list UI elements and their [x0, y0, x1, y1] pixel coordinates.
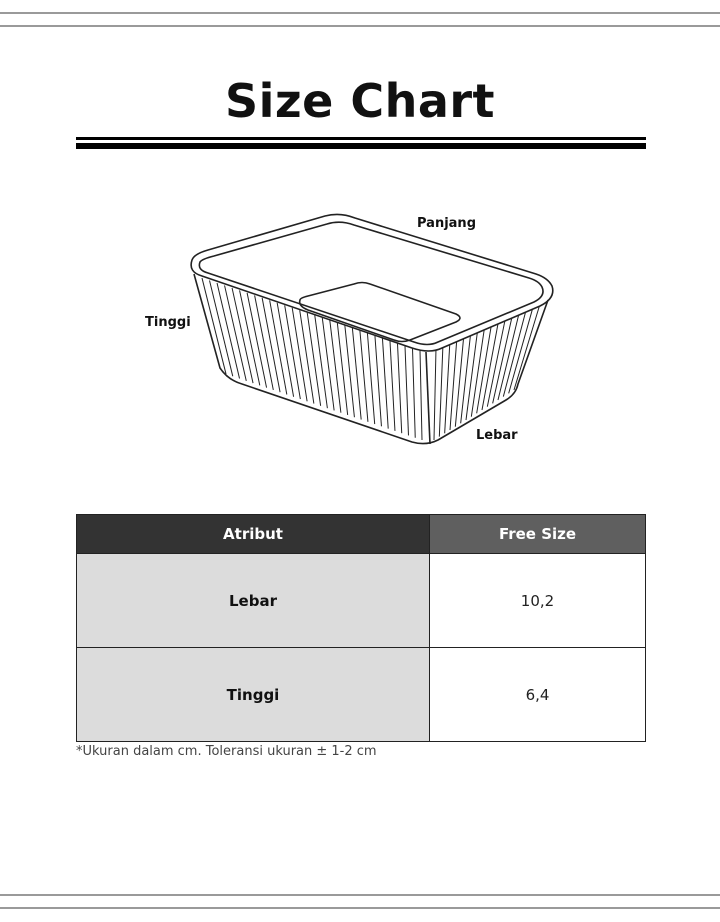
row-attribute-lebar: Lebar — [77, 554, 430, 648]
table-row — [77, 554, 646, 648]
row-value-tinggi: 6,4 — [430, 648, 646, 742]
bottom-border-line-1 — [0, 894, 720, 896]
footnote: *Ukuran dalam cm. Toleransi ukuran ± 1-2 cm — [76, 744, 377, 759]
size-table — [76, 514, 646, 742]
label-panjang: Panjang — [417, 216, 476, 231]
title-rule-thin — [76, 137, 646, 140]
header-free-size: Free Size — [430, 515, 646, 554]
table-header-row — [77, 515, 646, 554]
top-border-line-1 — [0, 12, 720, 14]
table-row — [77, 648, 646, 742]
top-border-line-2 — [0, 25, 720, 27]
bottom-border-line-2 — [0, 907, 720, 909]
row-attribute-tinggi: Tinggi — [77, 648, 430, 742]
title-rule-thick — [76, 143, 646, 149]
label-tinggi: Tinggi — [145, 315, 191, 330]
page-title: Size Chart — [224, 74, 496, 128]
header-atribut: Atribut — [77, 515, 430, 554]
rectangular-tray-icon — [180, 208, 560, 453]
row-value-lebar: 10,2 — [430, 554, 646, 648]
label-lebar: Lebar — [476, 428, 518, 443]
